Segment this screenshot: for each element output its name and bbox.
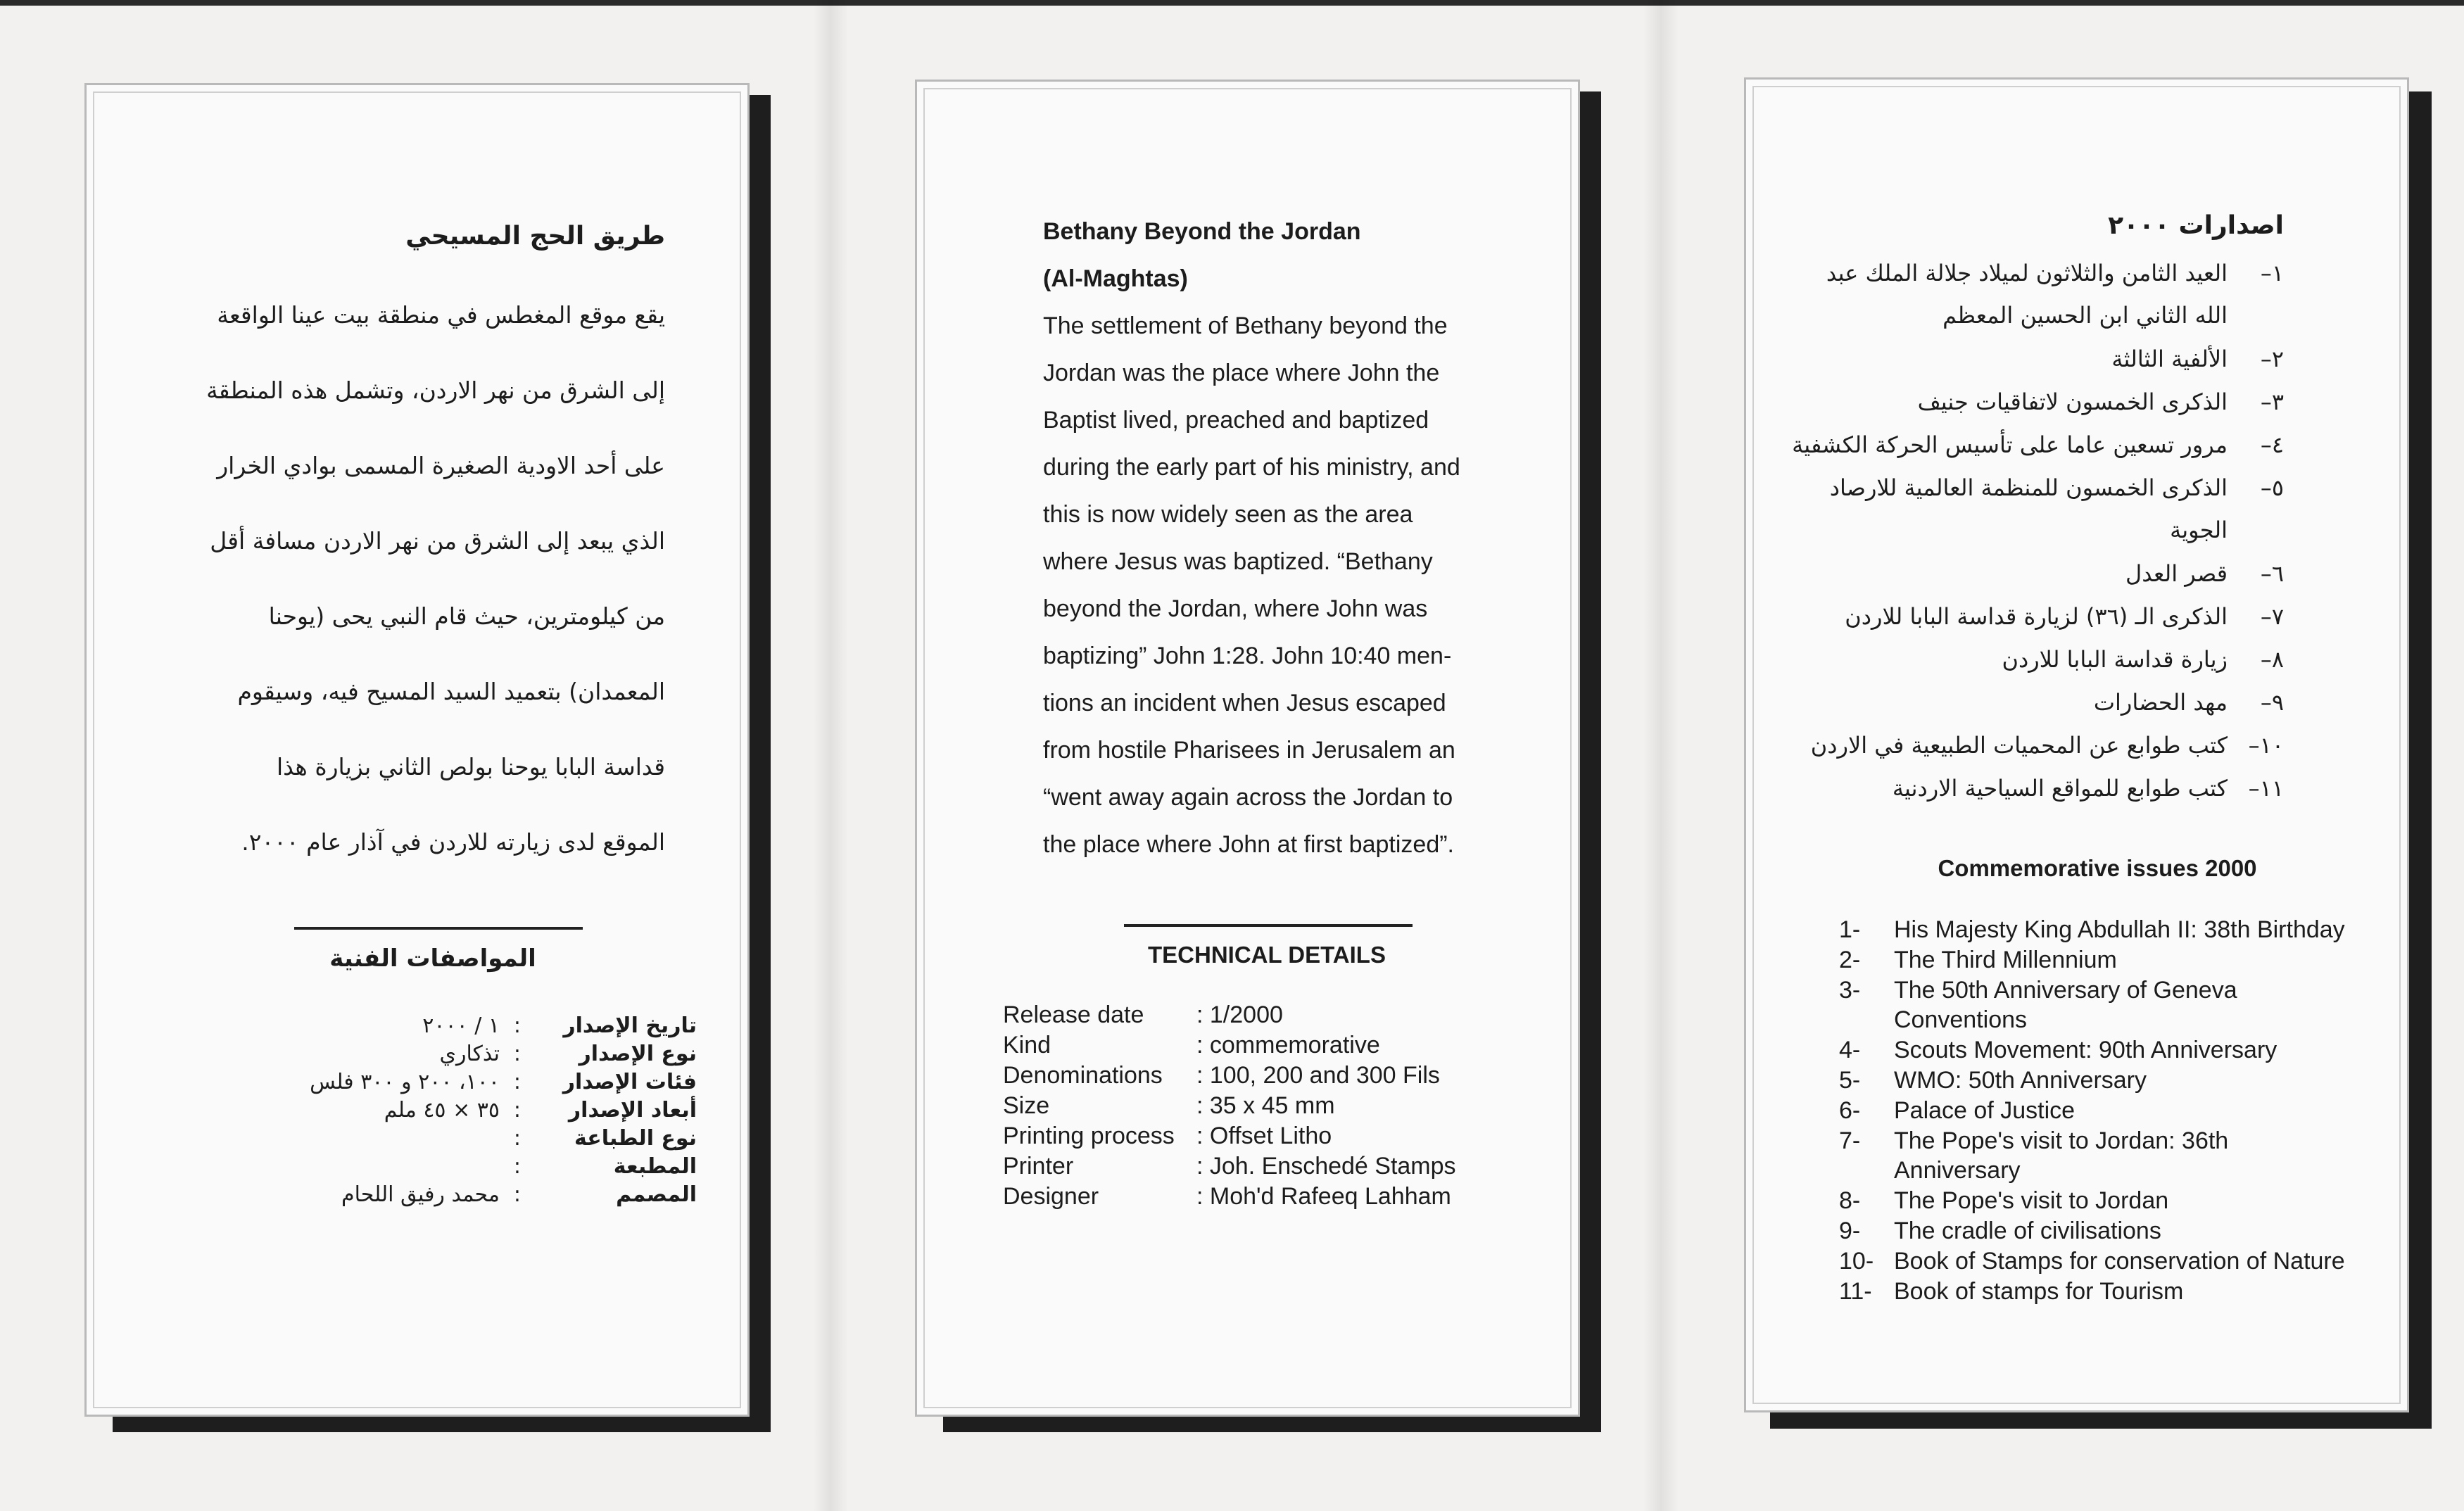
arabic-issue-item [1721, 467, 2284, 551]
tech-value: : 1/2000 [1196, 1001, 1283, 1028]
item-number: 4- [1839, 1037, 1861, 1063]
item-text: The Pope's visit to Jordan [1894, 1187, 2169, 1214]
spec-colon: : [513, 1042, 521, 1066]
item-text: الذكرى الخمسون لاتفاقيات جنيف [1917, 388, 2228, 415]
item-number: 6- [1839, 1097, 1861, 1124]
body-line: the place where John at first baptized”. [1043, 831, 1454, 858]
tech-key: Denominations [1003, 1062, 1163, 1089]
fold-line-right [1643, 0, 1679, 1511]
paragraph-line: يقع موقع المغطس في منطقة بيت عينا الواقعة [217, 301, 665, 329]
article-subtitle: (Al-Maghtas) [1043, 265, 1188, 292]
item-number: ٣– [2260, 388, 2284, 415]
spec-row [162, 1013, 697, 1043]
item-number: 3- [1839, 977, 1861, 1004]
body-line: The settlement of Bethany beyond the [1043, 312, 1448, 339]
item-text: Book of Stamps for conservation of Nature [1894, 1248, 2345, 1275]
item-text: زيارة قداسة البابا للاردن [2002, 646, 2228, 673]
spec-value: ١٠٠، ٢٠٠ و ٣٠٠ فلس [310, 1070, 500, 1094]
item-number: 9- [1839, 1218, 1861, 1244]
tech-key: Printer [1003, 1153, 1074, 1180]
fold-line-left [813, 0, 848, 1511]
spec-colon: : [513, 1154, 521, 1179]
item-text: The cradle of civilisations [1894, 1218, 2161, 1244]
body-line: tions an incident when Jesus escaped [1043, 690, 1446, 716]
spec-row [162, 1098, 697, 1127]
body-line: “went away again across the Jordan to [1043, 784, 1453, 811]
tech-value: : Joh. Enschedé Stamps [1196, 1153, 1456, 1180]
spec-colon: : [513, 1013, 521, 1038]
spec-label: أبعاد الإصدار [568, 1098, 697, 1123]
item-text: كتب طوابع عن المحميات الطبيعية في الاردن [1810, 732, 2228, 759]
paragraph-line: المعمدان) بتعميد السيد المسيح فيه، وسيقوم [237, 678, 665, 705]
item-number: ١١– [2248, 775, 2284, 802]
item-text: Palace of Justice [1894, 1097, 2076, 1124]
commemorative-issues-title: Commemorative issues 2000 [1938, 855, 2257, 881]
item-text: Anniversary [1894, 1157, 2021, 1184]
item-number: ٧– [2260, 603, 2284, 630]
body-line: from hostile Pharisees in Jerusalem an [1043, 737, 1455, 764]
tech-row [1003, 1062, 1538, 1093]
tech-value: : Offset Litho [1196, 1123, 1332, 1149]
tech-row [1003, 1183, 1538, 1214]
tech-row [1003, 1123, 1538, 1153]
spec-label: نوع الطباعة [574, 1126, 697, 1151]
arabic-issues-title: اصدارات ٢٠٠٠ [2108, 211, 2284, 240]
spec-row [162, 1042, 697, 1071]
item-number: 7- [1839, 1127, 1861, 1154]
article-title: Bethany Beyond the Jordan [1043, 218, 1361, 245]
spec-value: ٣٥ × ٤٥ ملم [384, 1098, 500, 1123]
tech-value: : 100, 200 and 300 Fils [1196, 1062, 1440, 1089]
item-text: The Third Millennium [1894, 947, 2117, 973]
article-body [1043, 303, 1508, 868]
arabic-issue-item [1721, 424, 2284, 466]
item-number: 8- [1839, 1187, 1861, 1214]
body-line: Jordan was the place where John the [1043, 360, 1440, 386]
body-line: where Jesus was baptized. “Bethany [1043, 548, 1433, 575]
spec-colon: : [513, 1182, 521, 1207]
item-number: ٦– [2260, 560, 2284, 587]
arabic-issue-item [1721, 338, 2284, 380]
item-number: ٤– [2260, 431, 2284, 458]
arabic-issue-item [1721, 724, 2284, 766]
spec-value: ١ / ٢٠٠٠ [422, 1013, 500, 1038]
item-text: Scouts Movement: 90th Anniversary [1894, 1037, 2277, 1063]
tech-value: : commemorative [1196, 1032, 1380, 1058]
item-number: ١– [2260, 260, 2284, 286]
spec-label: المطبعة [613, 1154, 697, 1179]
tech-row [1003, 1153, 1538, 1184]
item-text: كتب طوابع للمواقع السياحية الاردنية [1892, 775, 2228, 802]
spec-label: المصمم [616, 1182, 697, 1207]
body-line: Baptist lived, preached and baptized [1043, 407, 1429, 434]
spec-colon: : [513, 1126, 521, 1151]
tech-row [1003, 1001, 1538, 1032]
divider [294, 927, 583, 930]
spec-value: تذكاري [439, 1042, 500, 1066]
item-text: الذكرى الـ (٣٦) لزيارة قداسة البابا للاردن [1845, 603, 2228, 630]
body-line: beyond the Jordan, where John was [1043, 595, 1428, 622]
item-text: الله الثاني ابن الحسين المعظم [1942, 302, 2228, 329]
item-number: 10- [1839, 1248, 1874, 1275]
paragraph-line: على أحد الاودية الصغيرة المسمى بوادي الخرار [217, 452, 665, 479]
item-text: The 50th Anniversary of Geneva [1894, 977, 2237, 1004]
spec-row [162, 1126, 697, 1156]
arabic-issue-item [1721, 552, 2284, 595]
spec-row [162, 1070, 697, 1099]
article-heading [1043, 208, 1508, 303]
item-text: الذكرى الخمسون للمنظمة العالمية للارصاد [1829, 474, 2228, 501]
item-text: الألفية الثالثة [2111, 346, 2228, 372]
spec-colon: : [513, 1070, 521, 1094]
spec-value: محمد رفيق اللحام [341, 1182, 500, 1207]
tech-key: Printing process [1003, 1123, 1175, 1149]
item-text: قصر العدل [2125, 560, 2228, 587]
item-number: 1- [1839, 916, 1861, 943]
english-issues-list [1839, 916, 2402, 1310]
spec-label: تاريخ الإصدار [563, 1013, 697, 1038]
item-number: ٨– [2260, 646, 2284, 673]
item-text: مرور تسعين عاما على تأسيس الحركة الكشفية [1792, 431, 2228, 458]
body-line: during the early part of his ministry, and [1043, 454, 1460, 481]
arabic-issue-item [1721, 681, 2284, 723]
item-text: الجوية [2170, 517, 2228, 543]
tech-row [1003, 1092, 1538, 1123]
item-number: 5- [1839, 1067, 1861, 1094]
arabic-title: طريق الحج المسيحي [405, 222, 665, 251]
arabic-paragraph [190, 277, 665, 880]
arabic-issue-item [1721, 767, 2284, 809]
body-line: baptizing” John 1:28. John 10:40 men- [1043, 643, 1452, 669]
item-text: Book of stamps for Tourism [1894, 1278, 2184, 1305]
spec-row [162, 1182, 697, 1212]
spec-colon: : [513, 1098, 521, 1123]
arabic-issue-item [1721, 252, 2284, 336]
arabic-issues-list [1714, 252, 2284, 815]
arabic-issue-item [1721, 595, 2284, 638]
item-text: His Majesty King Abdullah II: 38th Birthday [1894, 916, 2345, 943]
body-line: this is now widely seen as the area [1043, 501, 1413, 528]
item-number: 11- [1839, 1278, 1872, 1305]
spec-row [162, 1154, 697, 1184]
tech-key: Release date [1003, 1001, 1144, 1028]
scan-top-edge [0, 0, 2464, 6]
item-text: مهد الحضارات [2093, 689, 2228, 716]
spec-label: نوع الإصدار [579, 1042, 697, 1066]
divider [1124, 924, 1413, 927]
paragraph-line: إلى الشرق من نهر الاردن، وتشمل هذه المنطقة [206, 377, 665, 404]
specs-title: المواصفات الفنية [329, 944, 536, 973]
arabic-issue-item [1721, 638, 2284, 681]
spec-label: فئات الإصدار [562, 1070, 697, 1094]
item-number: ٥– [2260, 474, 2284, 501]
tech-value: : 35 x 45 mm [1196, 1092, 1335, 1119]
paragraph-line: الموقع لدى زيارته للاردن في آذار عام ٢٠٠٠. [241, 828, 665, 856]
tech-row [1003, 1032, 1538, 1063]
item-number: 2- [1839, 947, 1861, 973]
item-number: ٢– [2260, 346, 2284, 372]
tech-key: Kind [1003, 1032, 1051, 1058]
item-text: العيد الثامن والثلاثون لميلاد جلالة الملك عبد [1826, 260, 2228, 286]
item-text: The Pope's visit to Jordan: 36th [1894, 1127, 2229, 1154]
paragraph-line: قداسة البابا يوحنا بولص الثاني بزيارة هذا [276, 753, 665, 780]
item-text: WMO: 50th Anniversary [1894, 1067, 2147, 1094]
arabic-issue-item [1721, 381, 2284, 423]
paragraph-line: الذي يبعد إلى الشرق من نهر الاردن مسافة أقل [210, 527, 665, 555]
paragraph-line: من كيلومترين، حيث قام النبي يحى (يوحنا [268, 602, 665, 630]
tech-key: Size [1003, 1092, 1050, 1119]
technical-details-title: TECHNICAL DETAILS [1148, 942, 1386, 968]
item-number: ٩– [2260, 689, 2284, 716]
item-number: ١٠– [2248, 732, 2284, 759]
tech-value: : Moh'd Rafeeq Lahham [1196, 1183, 1451, 1210]
item-text: Conventions [1894, 1006, 2028, 1033]
tech-key: Designer [1003, 1183, 1099, 1210]
